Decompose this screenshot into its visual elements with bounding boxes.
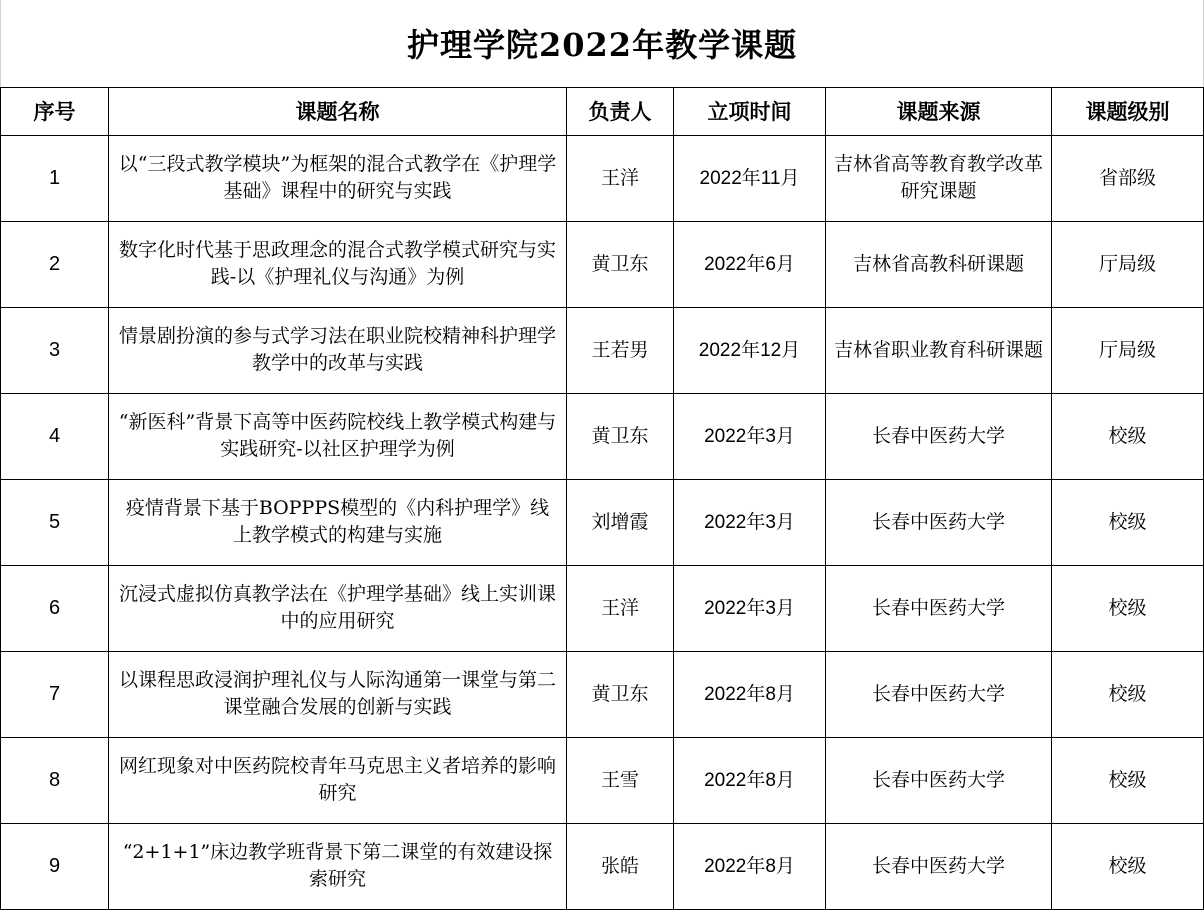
cell-name: “2+1+1”床边教学班背景下第二课堂的有效建设探索研究 — [109, 823, 567, 909]
cell-level: 校级 — [1052, 737, 1204, 823]
cell-name: 数字化时代基于思政理念的混合式教学模式研究与实践-以《护理礼仪与沟通》为例 — [109, 221, 567, 307]
header-level: 课题级别 — [1052, 87, 1204, 135]
cell-level: 校级 — [1052, 393, 1204, 479]
cell-index: 1 — [1, 135, 109, 221]
cell-date: 2022年8月 — [674, 823, 826, 909]
cell-index: 2 — [1, 221, 109, 307]
cell-date: 2022年8月 — [674, 737, 826, 823]
table-row — [1, 651, 1204, 737]
cell-date: 2022年6月 — [674, 221, 826, 307]
cell-index: 3 — [1, 307, 109, 393]
table-row — [1, 479, 1204, 565]
cell-index: 7 — [1, 651, 109, 737]
cell-date: 2022年3月 — [674, 479, 826, 565]
header-name: 课题名称 — [109, 87, 567, 135]
cell-index: 8 — [1, 737, 109, 823]
cell-owner: 刘增霞 — [567, 479, 674, 565]
cell-date: 2022年12月 — [674, 307, 826, 393]
cell-level: 校级 — [1052, 651, 1204, 737]
cell-level: 厅局级 — [1052, 307, 1204, 393]
cell-level: 校级 — [1052, 565, 1204, 651]
cell-owner: 黄卫东 — [567, 221, 674, 307]
cell-date: 2022年11月 — [674, 135, 826, 221]
table-row — [1, 221, 1204, 307]
cell-name: 以“三段式教学模块”为框架的混合式教学在《护理学基础》课程中的研究与实践 — [109, 135, 567, 221]
table-row — [1, 307, 1204, 393]
title-row — [1, 0, 1204, 87]
cell-date: 2022年8月 — [674, 651, 826, 737]
header-owner: 负责人 — [567, 87, 674, 135]
cell-name: “新医科”背景下高等中医药院校线上教学模式构建与实践研究-以社区护理学为例 — [109, 393, 567, 479]
header-index: 序号 — [1, 87, 109, 135]
cell-index: 5 — [1, 479, 109, 565]
cell-name: 疫情背景下基于BOPPPS模型的《内科护理学》线上教学模式的构建与实施 — [109, 479, 567, 565]
cell-owner: 张皓 — [567, 823, 674, 909]
cell-owner: 王洋 — [567, 565, 674, 651]
cell-level: 省部级 — [1052, 135, 1204, 221]
cell-name: 网红现象对中医药院校青年马克思主义者培养的影响研究 — [109, 737, 567, 823]
cell-source: 长春中医药大学 — [826, 651, 1052, 737]
cell-source: 吉林省职业教育科研课题 — [826, 307, 1052, 393]
cell-source: 长春中医药大学 — [826, 479, 1052, 565]
cell-index: 6 — [1, 565, 109, 651]
header-row — [1, 87, 1204, 135]
cell-owner: 黄卫东 — [567, 651, 674, 737]
table-row — [1, 737, 1204, 823]
cell-source: 长春中医药大学 — [826, 737, 1052, 823]
cell-owner: 王洋 — [567, 135, 674, 221]
cell-owner: 王若男 — [567, 307, 674, 393]
cell-source: 吉林省高等教育教学改革研究课题 — [826, 135, 1052, 221]
header-source: 课题来源 — [826, 87, 1052, 135]
cell-name: 沉浸式虚拟仿真教学法在《护理学基础》线上实训课中的应用研究 — [109, 565, 567, 651]
cell-level: 校级 — [1052, 479, 1204, 565]
cell-date: 2022年3月 — [674, 393, 826, 479]
cell-source: 长春中医药大学 — [826, 393, 1052, 479]
cell-name: 情景剧扮演的参与式学习法在职业院校精神科护理学教学中的改革与实践 — [109, 307, 567, 393]
cell-index: 9 — [1, 823, 109, 909]
cell-source: 长春中医药大学 — [826, 823, 1052, 909]
table-row — [1, 135, 1204, 221]
header-date: 立项时间 — [674, 87, 826, 135]
cell-owner: 王雪 — [567, 737, 674, 823]
cell-date: 2022年3月 — [674, 565, 826, 651]
cell-source: 吉林省高教科研课题 — [826, 221, 1052, 307]
page-title: 护理学院2022年教学课题 — [1, 0, 1204, 87]
cell-owner: 黄卫东 — [567, 393, 674, 479]
cell-source: 长春中医药大学 — [826, 565, 1052, 651]
cell-name: 以课程思政浸润护理礼仪与人际沟通第一课堂与第二课堂融合发展的创新与实践 — [109, 651, 567, 737]
table-row — [1, 393, 1204, 479]
cell-index: 4 — [1, 393, 109, 479]
table-row — [1, 565, 1204, 651]
table-row — [1, 823, 1204, 909]
cell-level: 厅局级 — [1052, 221, 1204, 307]
cell-level: 校级 — [1052, 823, 1204, 909]
